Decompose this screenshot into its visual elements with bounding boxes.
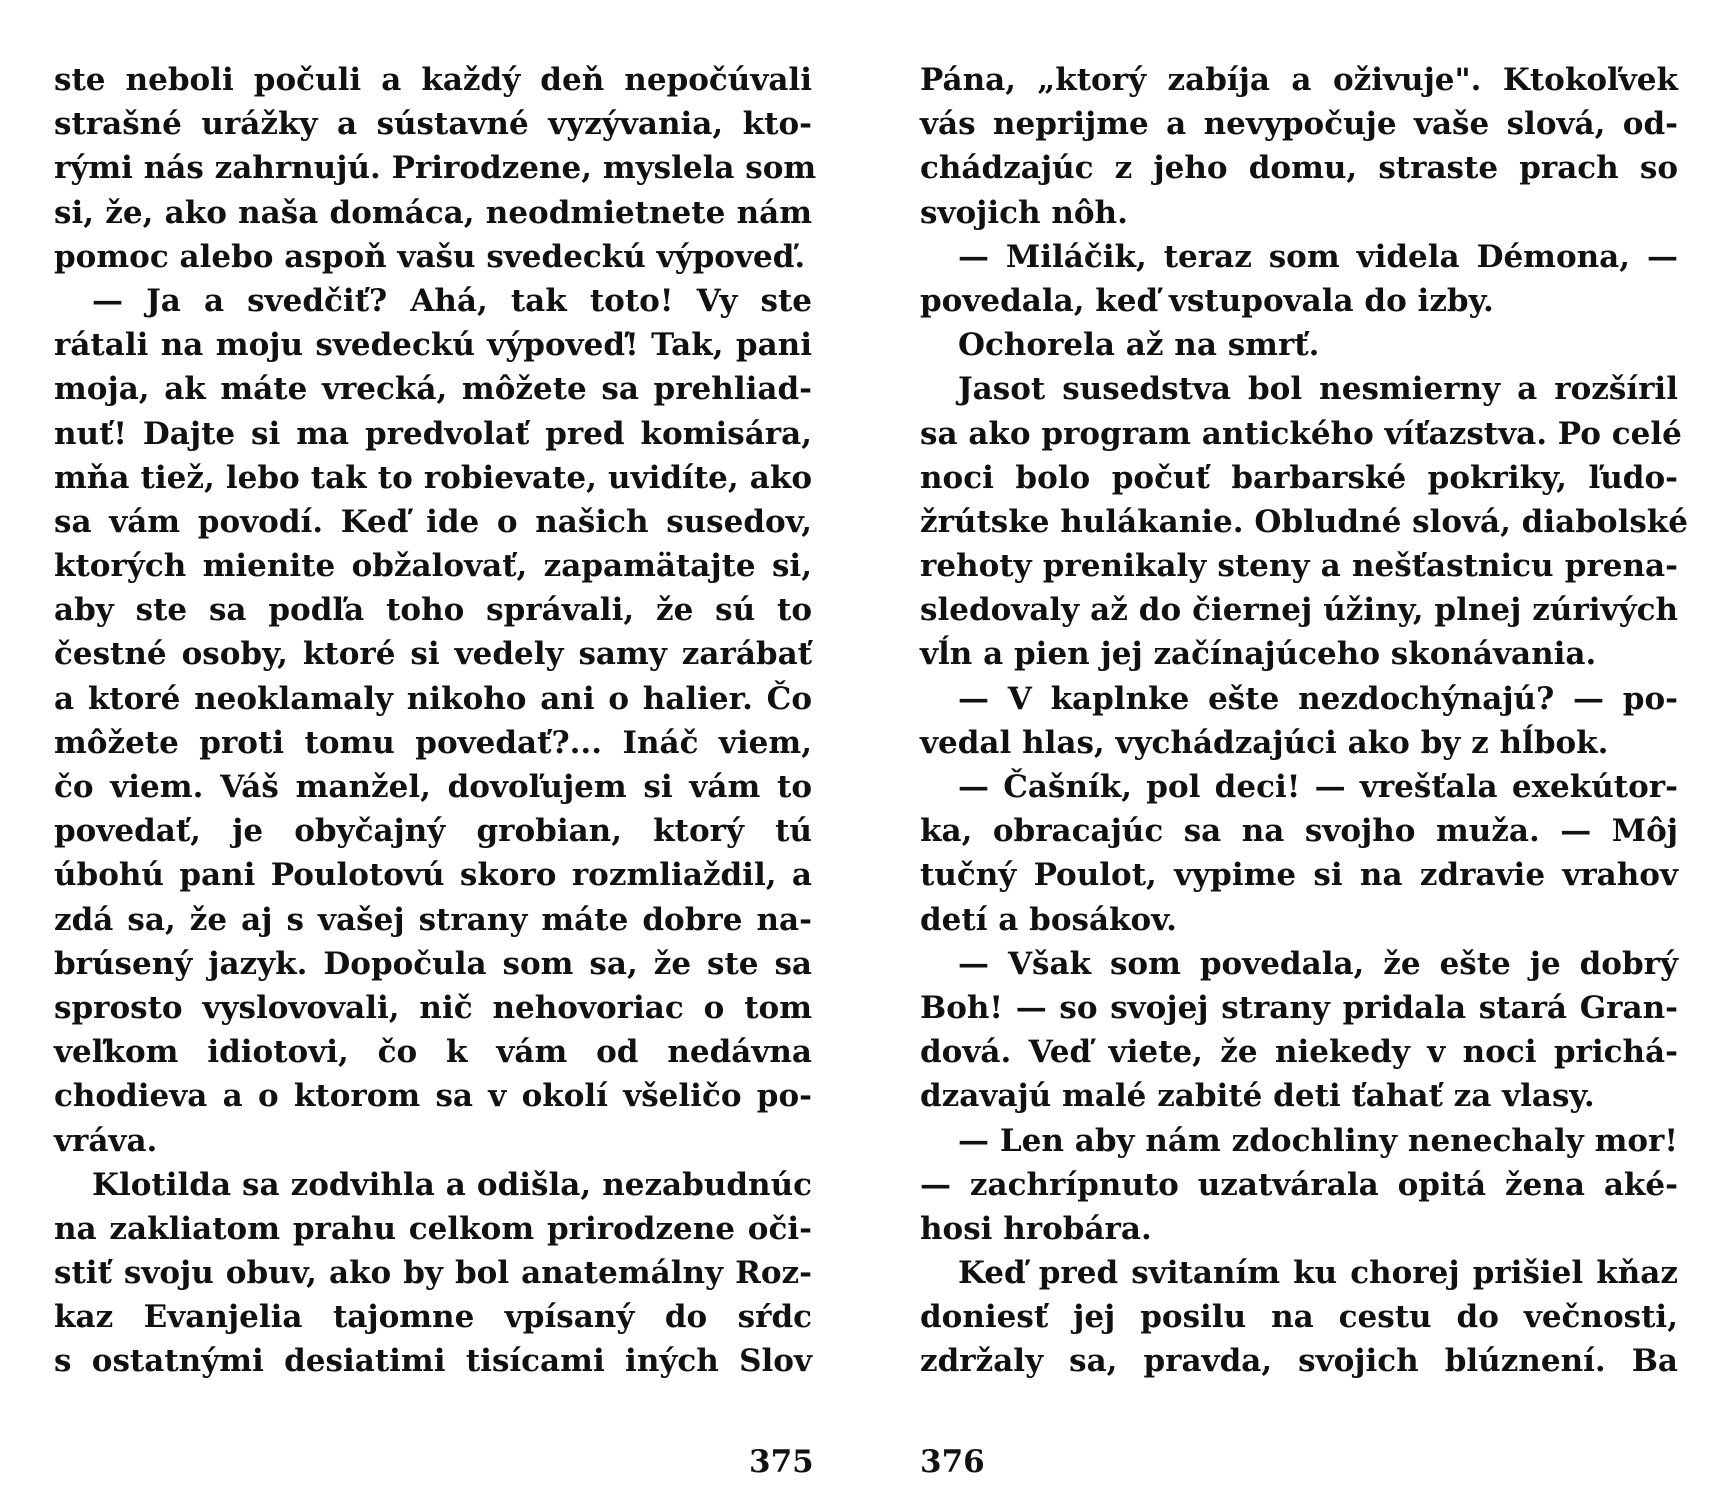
left-page bbox=[54, 58, 817, 1384]
text-line: detí a bosákov. bbox=[920, 901, 1177, 938]
text-line: doniesť jej posilu na cestu do večnosti, bbox=[920, 1299, 1678, 1336]
text-line: dová. Veď viete, že niekedy v noci prichá- bbox=[920, 1034, 1678, 1071]
right-page bbox=[920, 58, 1689, 1384]
left-page-number: 375 bbox=[749, 1444, 814, 1480]
text-line: — Však som povedala, že ešte je dobrý bbox=[958, 945, 1678, 982]
text-line: veľkom idiotovi, čo k vám od nedávna bbox=[54, 1034, 812, 1071]
text-line: ktorých mienite obžalovať, zapamätajte si, bbox=[54, 548, 812, 585]
text-line: čo viem. Váš manžel, dovoľujem si vám to bbox=[54, 769, 812, 805]
text-line: môžete proti tomu povedať?... Ináč viem, bbox=[54, 724, 812, 761]
text-line: žrútske hulákanie. Obludné slová, diabolské bbox=[920, 503, 1689, 540]
text-line: vedal hlas, vychádzajúci ako by z hĺbok. bbox=[920, 724, 1609, 761]
text-line: si, že, ako naša domáca, neodmietnete nám bbox=[54, 194, 812, 231]
text-line: svojich nôh. bbox=[920, 194, 1128, 231]
text-line: sa ako program antického víťazstva. Po celé bbox=[920, 415, 1682, 452]
text-line: chodieva a o ktorom sa v okolí všeličo po- bbox=[54, 1078, 812, 1115]
text-line: — zachrípnuto uzatvárala opitá žena aké- bbox=[920, 1166, 1678, 1203]
text-line: tučný Poulot, vypime si na zdravie vrahov bbox=[920, 857, 1678, 894]
text-line: rými nás zahrnujú. Prirodzene, myslela som bbox=[54, 150, 817, 187]
text-line: — Miláčik, teraz som videla Démona, — bbox=[958, 238, 1678, 275]
text-line: na zakliatom prahu celkom prirodzene oči- bbox=[54, 1210, 812, 1247]
text-line: noci bolo počuť barbarské pokriky, ľudo- bbox=[920, 459, 1678, 496]
text-line: povedať, je obyčajný grobian, ktorý tú bbox=[54, 813, 812, 850]
text-line: hosi hrobára. bbox=[920, 1210, 1152, 1247]
text-line: moja, ak máte vrecká, môžete sa prehliad- bbox=[54, 371, 812, 408]
text-line: brúsený jazyk. Dopočula som sa, že ste sa bbox=[54, 945, 812, 982]
text-line: kaz Evanjelia tajomne vpísaný do sŕdc bbox=[54, 1299, 812, 1336]
text-line: rehoty prenikaly steny a nešťastnicu prena- bbox=[920, 548, 1678, 585]
text-line: mňa tiež, lebo tak to robievate, uvidíte, ako bbox=[54, 459, 812, 496]
text-line: strašné urážky a sústavné vyzývania, kto- bbox=[54, 106, 812, 143]
text-line: povedala, keď vstupovala do izby. bbox=[920, 282, 1494, 319]
right-page-number: 376 bbox=[920, 1444, 985, 1480]
text-line: ka, obracajúc sa na svojho muža. — Môj bbox=[920, 813, 1678, 850]
text-line: dzavajú malé zabité deti ťahať za vlasy. bbox=[920, 1078, 1595, 1115]
text-line: Boh! — so svojej strany pridala stará Gran- bbox=[920, 989, 1678, 1026]
text-line: — Čašník, pol deci! — vrešťala exekútor- bbox=[958, 769, 1678, 805]
text-line: nuť! Dajte si ma predvolať pred komisára, bbox=[54, 415, 812, 452]
text-line: a ktoré neoklamaly nikoho ani o halier. Čo bbox=[54, 680, 812, 717]
text-line: sa vám povodí. Keď ide o našich susedov, bbox=[54, 503, 812, 540]
text-line: Klotilda sa zodvihla a odišla, nezabudnúc bbox=[92, 1166, 812, 1203]
text-line: — Len aby nám zdochliny nenechaly mor! bbox=[958, 1122, 1678, 1159]
text-line: vás neprijme a nevypočuje vaše slová, od- bbox=[920, 106, 1678, 143]
text-line: vĺn a pien jej začínajúceho skonávania. bbox=[920, 636, 1597, 673]
text-line: vráva. bbox=[54, 1122, 158, 1159]
text-line: Pána, „ktorý zabíja a oživuje". Ktokoľvek bbox=[920, 62, 1678, 98]
text-line: zdá sa, že aj s vašej strany máte dobre na- bbox=[54, 901, 812, 938]
text-line: Keď pred svitaním ku chorej prišiel kňaz bbox=[958, 1255, 1678, 1292]
text-line: úbohú pani Poulotovú skoro rozmliaždil, a bbox=[54, 857, 812, 894]
text-line: stiť svoju obuv, ako by bol anatemálny Roz- bbox=[54, 1255, 812, 1292]
text-line: čestné osoby, ktoré si vedely samy zarábať bbox=[54, 636, 812, 673]
text-line: — V kaplnke ešte nezdochýnajú? — po- bbox=[958, 680, 1678, 717]
text-line: chádzajúc z jeho domu, straste prach so bbox=[920, 150, 1678, 187]
text-line: — Ja a svedčiť? Ahá, tak toto! Vy ste bbox=[92, 282, 812, 319]
text-line: sledovaly až do čiernej úžiny, plnej zúrivých bbox=[920, 592, 1678, 629]
text-line: rátali na moju svedeckú výpoveď! Tak, pani bbox=[54, 327, 812, 364]
text-line: sprosto vyslovovali, nič nehovoriac o tom bbox=[54, 989, 812, 1026]
text-line: aby ste sa podľa toho správali, že sú to bbox=[54, 592, 812, 629]
text-line: s ostatnými desiatimi tisícami iných Slov bbox=[54, 1343, 812, 1380]
text-line: zdržaly sa, pravda, svojich blúznení. Ba bbox=[920, 1343, 1678, 1380]
text-line: pomoc alebo aspoň vašu svedeckú výpoveď. bbox=[54, 238, 806, 275]
text-line: ste neboli počuli a každý deň nepočúvali bbox=[54, 62, 812, 98]
text-line: Ochorela až na smrť. bbox=[958, 327, 1320, 364]
text-line: Jasot susedstva bol nesmierny a rozšíril bbox=[958, 371, 1678, 408]
